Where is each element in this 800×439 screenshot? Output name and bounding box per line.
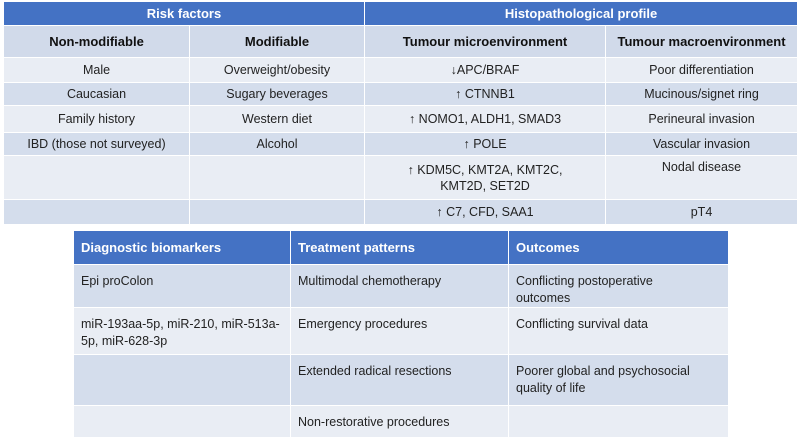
table-cell: ↑ NOMO1, ALDH1, SMAD3 <box>365 106 606 133</box>
table-cell: Conflicting survival data <box>509 308 729 355</box>
table-cell <box>74 355 291 406</box>
table-row <box>4 156 798 200</box>
table-row <box>4 133 798 156</box>
subheader-modifiable: Modifiable <box>190 26 365 58</box>
table-row <box>4 106 798 133</box>
subheader-tumour-macroenvironment: Tumour macroenvironment <box>606 26 798 58</box>
table-row <box>74 265 729 308</box>
table-row <box>4 58 798 83</box>
header-diagnostic-biomarkers: Diagnostic biomarkers <box>74 231 291 265</box>
table-cell: ↑ POLE <box>365 133 606 156</box>
table-cell <box>4 200 190 225</box>
subheader-tumour-microenvironment: Tumour microenvironment <box>365 26 606 58</box>
table-cell: Non-restorative procedures <box>291 406 509 438</box>
table-cell <box>74 406 291 438</box>
table-cell: Epi proColon <box>74 265 291 308</box>
table-header-row <box>74 231 729 265</box>
table-row <box>4 83 798 106</box>
table-row <box>74 355 729 406</box>
table-cell: Sugary beverages <box>190 83 365 106</box>
table-cell: Mucinous/signet ring <box>606 83 798 106</box>
table-cell <box>190 156 365 200</box>
table-cell: Alcohol <box>190 133 365 156</box>
table-row <box>74 406 729 438</box>
table-cell: Poorer global and psychosocial quality of life <box>509 355 729 406</box>
table-cell: miR-193aa-5p, miR-210, miR-513a-5p, miR-628-3p <box>74 308 291 355</box>
table-cell: Perineural invasion <box>606 106 798 133</box>
table-cell: Nodal disease <box>606 156 798 200</box>
table-row <box>74 308 729 355</box>
table-cell: Poor differentiation <box>606 58 798 83</box>
table-cell: ↑ KDM5C, KMT2A, KMT2C, KMT2D, SET2D <box>365 156 606 200</box>
diagnosis-treatment-outcomes-table <box>73 230 729 438</box>
table-cell: Vascular invasion <box>606 133 798 156</box>
table-cell: ↑ CTNNB1 <box>365 83 606 106</box>
table-cell: Western diet <box>190 106 365 133</box>
table-cell: ↓APC/BRAF <box>365 58 606 83</box>
table-cell: IBD (those not surveyed) <box>4 133 190 156</box>
table-cell: pT4 <box>606 200 798 225</box>
header-histopathological-profile: Histopathological profile <box>365 2 798 26</box>
table-cell: Emergency procedures <box>291 308 509 355</box>
table-row <box>4 200 798 225</box>
risk-histopathology-table <box>3 1 798 225</box>
table-cell: Multimodal chemotherapy <box>291 265 509 308</box>
subheader-non-modifiable: Non-modifiable <box>4 26 190 58</box>
table-cell <box>190 200 365 225</box>
table-header-row <box>4 2 798 26</box>
table-cell: Family history <box>4 106 190 133</box>
table-cell: Male <box>4 58 190 83</box>
header-risk-factors: Risk factors <box>4 2 365 26</box>
table-cell: ↑ C7, CFD, SAA1 <box>365 200 606 225</box>
table-cell: Conflicting postoperative outcomes <box>509 265 729 308</box>
table-subheader-row <box>4 26 798 58</box>
header-outcomes: Outcomes <box>509 231 729 265</box>
table-cell: Extended radical resections <box>291 355 509 406</box>
table-cell: Overweight/obesity <box>190 58 365 83</box>
table-cell <box>509 406 729 438</box>
table-cell <box>4 156 190 200</box>
header-treatment-patterns: Treatment patterns <box>291 231 509 265</box>
table-cell: Caucasian <box>4 83 190 106</box>
